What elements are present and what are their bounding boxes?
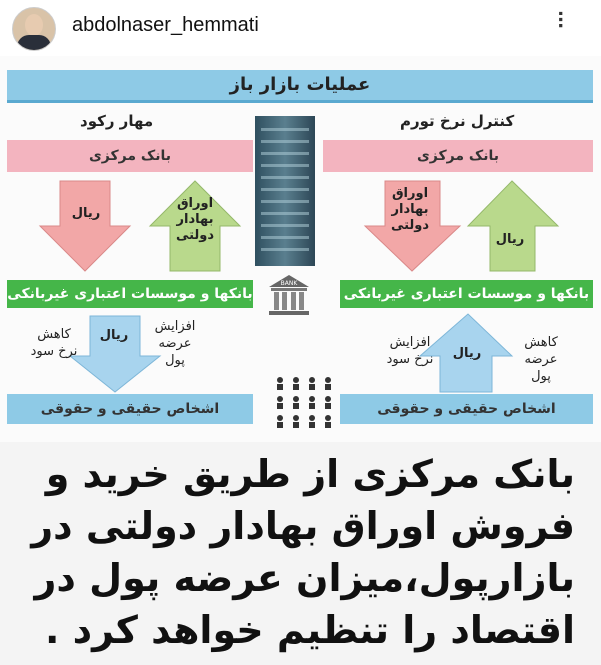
left-central-bank-bar: بانک مرکزی: [7, 140, 253, 172]
avatar[interactable]: [12, 7, 56, 51]
left-down-arrow-label: ریال: [71, 206, 101, 221]
right-up-arrow-label: ریال: [495, 232, 525, 247]
left-flow-arrow-label: ریال: [99, 328, 129, 343]
infographic-title: عملیات بازار باز: [7, 70, 593, 103]
right-flow-arrow-label: ریال: [452, 346, 482, 361]
bank-icon: [265, 271, 313, 319]
left-note-decrease: کاهش نرخ سود: [30, 327, 78, 359]
right-note-increase: افزایش نرخ سود: [386, 335, 434, 367]
left-note-increase: افزایش عرضه پول: [154, 319, 196, 368]
people-group-icon: [270, 374, 340, 432]
right-central-bank-bar: بانک مرکزی: [323, 140, 593, 172]
right-people-bar: اشخاص حقیقی و حقوقی: [340, 394, 593, 424]
avatar-face: [25, 14, 43, 36]
username-link[interactable]: abdolnaser_hemmati: [72, 14, 259, 36]
post-caption-area: [0, 442, 601, 665]
right-down-arrow-label: اوراق بهادار دولتی: [390, 186, 430, 233]
infographic-image: [0, 56, 601, 442]
right-heading: کنترل نرخ تورم: [400, 112, 515, 130]
more-options-icon[interactable]: ⠇: [555, 10, 573, 35]
left-down-arrow-icon: [40, 181, 130, 271]
left-heading: مهار رکود: [80, 112, 154, 130]
right-note-decrease: کاهش عرضه پول: [524, 335, 558, 384]
right-up-arrow-icon: [468, 181, 558, 271]
bank-icon-label: BANK: [280, 280, 298, 287]
post-header: [0, 0, 601, 56]
post-caption: بانک مرکزی از طریق خرید و فروش اوراق بهادار دولتی در بازارپول،میزان عرضه پول در اقتصاد را تنظیم خواهد کرد .: [31, 452, 575, 652]
left-people-bar: اشخاص حقیقی و حقوقی: [7, 394, 253, 424]
avatar-suit: [17, 35, 51, 51]
left-up-arrow-label: اوراق بهادار دولتی: [175, 196, 215, 243]
left-banks-bar: بانکها و موسسات اعتباری غیربانکی: [7, 280, 253, 308]
right-banks-bar: بانکها و موسسات اعتباری غیربانکی: [340, 280, 593, 308]
